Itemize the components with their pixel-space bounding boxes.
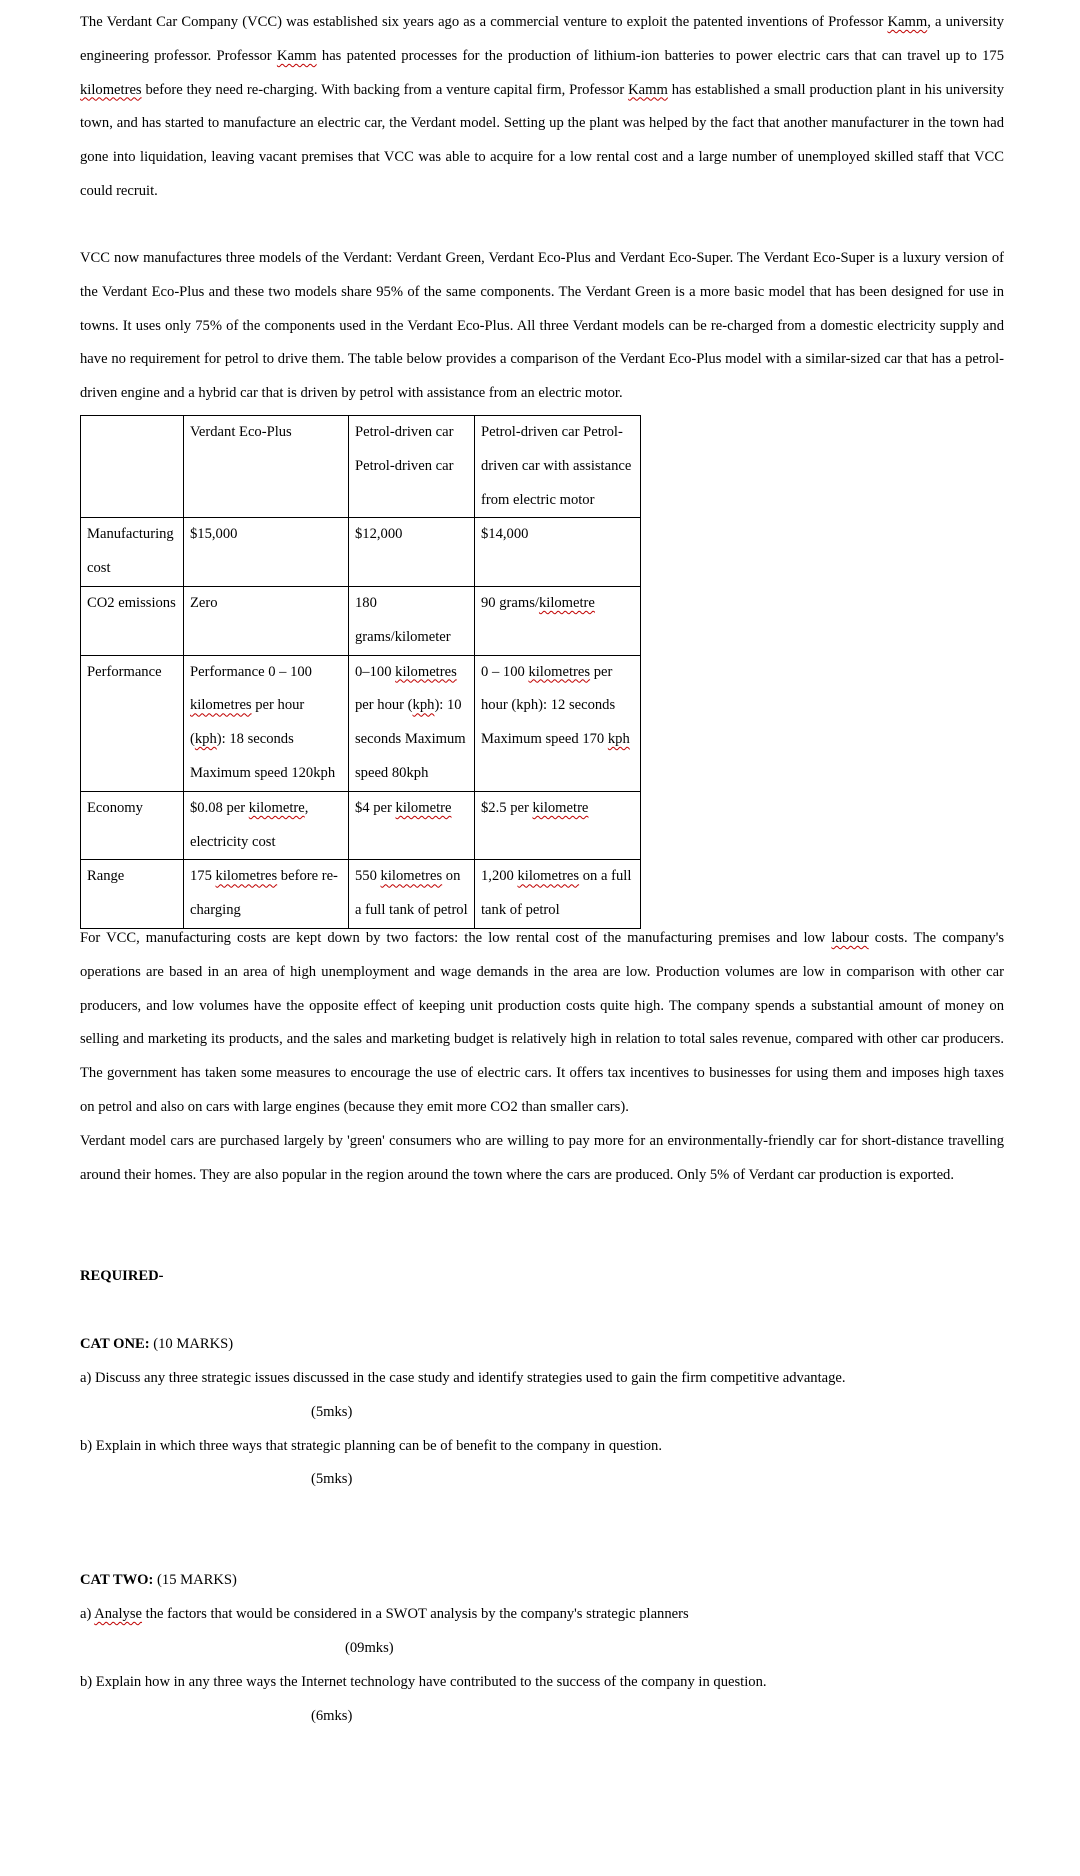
text-run: Economy [87, 799, 143, 816]
text-run: $15,000 [190, 526, 238, 543]
table-cell [184, 655, 349, 791]
text-run: ): 10 seconds Maximum speed 80kph [355, 697, 466, 781]
text-run: Petrol-driven car Petrol-driven car with assistance from electric motor [481, 424, 632, 508]
table-cell [81, 655, 184, 791]
text-run: The Verdant Car Company (VCC) was established six years ago as a commercial venture to exploit the patented inventions of Professor [80, 14, 888, 30]
cat-two-question-a-rest: the factors that would be considered in a SWOT analysis by the company's strategic planners [142, 1606, 689, 1622]
table-cell [81, 416, 184, 518]
text-run: ): 18 seconds Maximum speed 120kph [190, 731, 336, 781]
text-run: 0 – 100 [481, 663, 529, 680]
spellcheck-word: kilometres [190, 697, 252, 714]
spellcheck-word: Kamm [887, 14, 928, 30]
table-row [81, 655, 641, 791]
text-run: per hour ( [190, 697, 305, 748]
cat-two-question-a-prefix: a) [80, 1606, 95, 1622]
table-cell [81, 791, 184, 860]
text-run: Verdant model cars are purchased largely by 'green' consumers who are willing to pay more for an environmentally-friendly car for short-distance travelling around their homes. They are also popular in the region around the town where the cars are produced. Only 5% of Verdant car production is exported. [80, 1133, 1004, 1183]
cat-one-heading [80, 1334, 233, 1354]
table-cell [184, 860, 349, 929]
cat-two-question-a-marks: (09mks) [345, 1640, 394, 1656]
text-run: per hour ( [355, 697, 413, 714]
text-run: on a full tank of petrol [481, 868, 632, 919]
table-row [81, 791, 641, 860]
text-run: 0–100 [355, 663, 396, 680]
table-cell [184, 586, 349, 655]
table-cell [184, 791, 349, 860]
cat-one-question-b: b) Explain in which three ways that strategic planning can be of benefit to the company in question. [80, 1438, 662, 1454]
table-cell [349, 655, 475, 791]
spellcheck-word: kilometre [395, 799, 452, 816]
spellcheck-word: kilometre [248, 799, 305, 816]
table-cell [475, 655, 641, 791]
spellcheck-word: kilometres [395, 663, 457, 680]
table-row [81, 860, 641, 929]
table-header-row [81, 416, 641, 518]
spellcheck-word: kilometre [532, 799, 589, 816]
text-run: before re-charging [190, 868, 338, 919]
paragraph-models [80, 242, 1004, 411]
text-run: costs. The company's operations are based in an area of high unemployment and wage demands in the area are low. Production volumes are low in comparison with other car producers, and low volumes have the opposite effect of keeping unit production costs quite high. The company spends a substantial amount of money on selling and marketing its products, and the sales and marketing budget is relatively high in relation to total sales revenue, compared with other car producers. The government has taken some measures to encourage the use of electric cars. It offers tax incentives to businesses for using them and imposes high taxes on petrol and also on cars with large engines (because they emit more CO2 than smaller cars). [80, 930, 1005, 1115]
text-run: 1,200 [481, 868, 518, 885]
table-row [81, 586, 641, 655]
table-cell [184, 416, 349, 518]
text-run: VCC now manufactures three models of the Verdant: Verdant Green, Verdant Eco-Plus and Verdant Eco-Super. The Verdant Eco-Super is a luxury version of the Verdant Eco-Plus and these two models share 95% of the same components. The Verdant Green is a more basic model that has been designed for use in towns. It uses only 75% of the components used in the Verdant Eco-Plus. All three Verdant models can be re-charged from a domestic electricity supply and have no requirement for petrol to drive them. The table below provides a comparison of the Verdant Eco-Plus model with a similar-sized car that has a petrol-driven engine and a hybrid car that is driven by petrol with assistance from an electric motor. [80, 250, 1004, 402]
spellcheck-word: kilometres [380, 868, 443, 885]
comparison-table [80, 415, 641, 929]
spellcheck-word: kph [194, 731, 217, 748]
text-run: 90 grams/ [481, 594, 539, 611]
text-run: Performance [87, 663, 162, 680]
spellcheck-word: kilometre [538, 594, 595, 611]
table-cell [81, 586, 184, 655]
cat-two-marks: (15 MARKS) [153, 1572, 237, 1588]
text-run: $0.08 per [190, 799, 249, 816]
spellcheck-word: kilometres [528, 663, 591, 680]
cat-one-marks: (10 MARKS) [149, 1336, 234, 1352]
cat-two-title: CAT TWO: [80, 1572, 154, 1588]
spellcheck-word: kph [412, 697, 435, 714]
cat-two-question-a-verb: Analyse [94, 1606, 143, 1622]
text-run: $4 per [355, 799, 396, 816]
required-heading: REQUIRED- [80, 1268, 164, 1284]
spellcheck-word: kilometres [517, 868, 580, 885]
text-run: Petrol-driven car Petrol-driven car [355, 424, 454, 474]
table-cell [475, 791, 641, 860]
table-cell [81, 860, 184, 929]
text-run: $14,000 [481, 526, 529, 543]
cat-two-question-b-marks: (6mks) [311, 1708, 353, 1724]
cat-one-question-b-marks: (5mks) [311, 1471, 353, 1487]
table-row [81, 518, 641, 587]
text-run: Manufacturing cost [87, 526, 174, 577]
paragraph-costs [80, 922, 1004, 1125]
table-cell [475, 416, 641, 518]
paragraph-intro [80, 6, 1004, 209]
table-cell [475, 586, 641, 655]
cat-two-question-b: b) Explain how in any three ways the Internet technology have contributed to the success of the company in question. [80, 1674, 767, 1690]
paragraph-consumers [80, 1125, 1004, 1193]
cat-two-heading [80, 1570, 237, 1590]
table-cell [349, 586, 475, 655]
table-cell [349, 791, 475, 860]
text-run: 550 [355, 868, 381, 885]
text-run: For VCC, manufacturing costs are kept down by two factors: the low rental cost of the manufacturing premises and low [80, 930, 832, 946]
text-run: has established a small production plant in his university town, and has started to manufacture an electric car, the Verdant model. Setting up the plant was helped by the fact that another manufacturer in the town had gone into liquidation, leaving vacant premises that VCC was able to acquire for a low rental cost and a large number of unemployed skilled staff that VCC could recruit. [80, 81, 1004, 199]
cat-two-question-a [80, 1604, 689, 1624]
cat-one-question-a: a) Discuss any three strategic issues discussed in the case study and identify strategies used to gain the firm competitive advantage. [80, 1370, 846, 1386]
cat-one-title: CAT ONE: [80, 1336, 150, 1352]
text-run: on a full tank of petrol [355, 868, 468, 919]
text-run: , electricity cost [190, 799, 309, 850]
text-run: CO2 emissions [87, 594, 176, 611]
table-cell [349, 416, 475, 518]
spellcheck-word: kph [607, 731, 630, 748]
text-run: $12,000 [355, 526, 403, 543]
text-run: $2.5 per [481, 799, 533, 816]
spellcheck-word: labour [831, 930, 869, 946]
text-run: Verdant Eco-Plus [190, 424, 292, 440]
text-run: Zero [190, 594, 218, 611]
table-cell [184, 518, 349, 587]
cat-one-question-a-marks: (5mks) [311, 1404, 353, 1420]
spellcheck-word: Kamm [628, 81, 668, 98]
table-cell [349, 860, 475, 929]
text-run: 180 grams/kilometer [355, 594, 451, 645]
text-run: has patented processes for the production of lithium-ion batteries to power electric cars that can travel up to 175 [316, 47, 1005, 64]
table-cell [475, 518, 641, 587]
table-cell [349, 518, 475, 587]
text-run: per hour (kph): 12 seconds Maximum speed 170 [481, 663, 616, 748]
text-run: Performance 0 – 100 [190, 663, 312, 680]
text-run: , a university engineering professor. Professor [80, 14, 1004, 64]
text-run: Range [87, 868, 125, 885]
text-run: 175 [190, 868, 216, 885]
text-run: before they need re-charging. With backing from a venture capital firm, Professor [141, 81, 629, 98]
table-cell [475, 860, 641, 929]
table-cell [81, 518, 184, 587]
spellcheck-word: kilometres [215, 868, 278, 885]
spellcheck-word: kilometres [80, 81, 142, 98]
spellcheck-word: Kamm [276, 47, 317, 64]
